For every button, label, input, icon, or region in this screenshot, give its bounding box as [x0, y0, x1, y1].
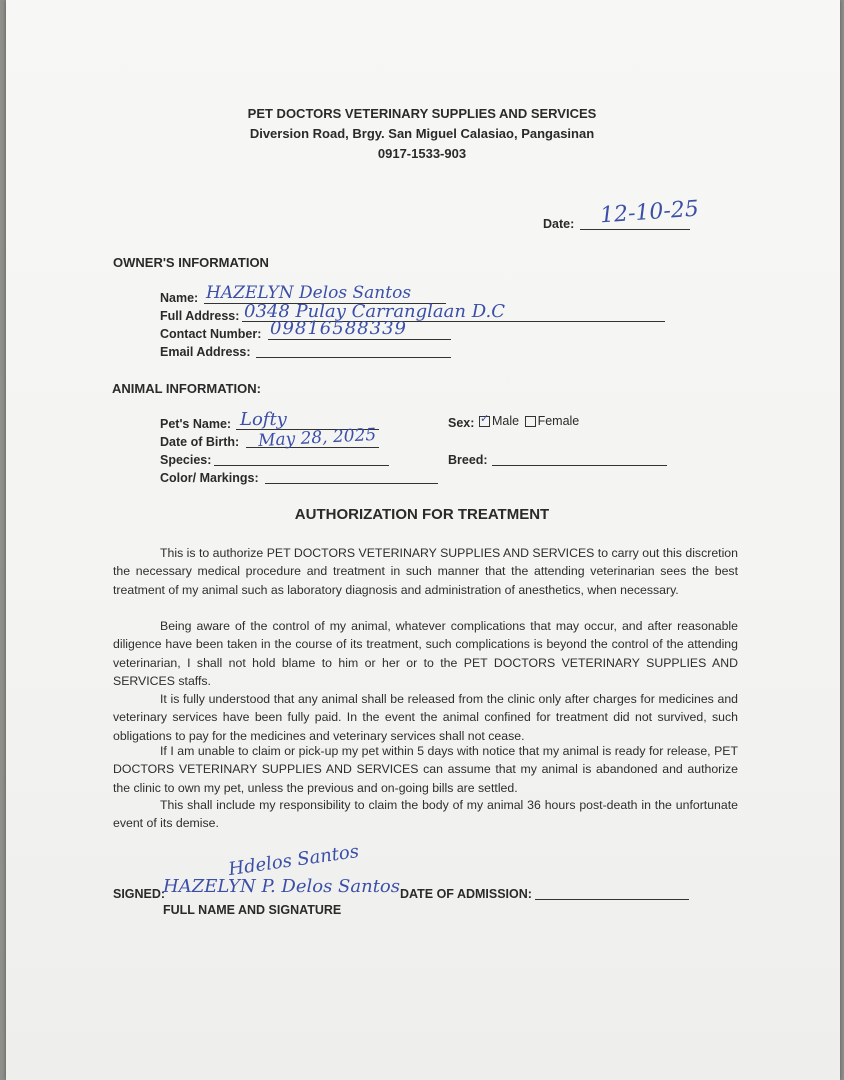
owner-email-label: Email Address: — [160, 345, 251, 359]
species-label: Species: — [160, 453, 212, 467]
business-name: PET DOCTORS VETERINARY SUPPLIES AND SERVICES — [247, 106, 597, 121]
animal-section-title: ANIMAL INFORMATION: — [112, 381, 261, 396]
signature-caption: FULL NAME AND SIGNATURE — [163, 903, 342, 917]
dob-value[interactable]: May 28, 2025 — [257, 424, 377, 452]
auth-paragraph-1: This is to authorize PET DOCTORS VETERINARY SUPPLIES AND SERVICES to carry out this discretion the necessary medical procedure and treatment in such manner that the attending veterinarian sees the best treatment of my animal such as laboratory diagnosis and administration of anesthetics, when necessary. — [113, 546, 738, 597]
sex-female-label: Female — [537, 414, 580, 428]
authorization-title: AUTHORIZATION FOR TREATMENT — [294, 506, 550, 523]
auth-paragraph-4: If I am unable to claim or pick-up my pet within 5 days with notice that my animal is ready for release, PET DOCTORS VETERINARY SUPPLIES AND SERVICES can assume that my animal is abandoned and authorize the clinic to own my pet, unless the previous and on-going bills are settled. — [113, 744, 738, 795]
breed-line — [492, 465, 667, 466]
signature-scrawl: Hdelos Santos — [227, 840, 361, 881]
form-sheet — [6, 0, 840, 1080]
color-label: Color/ Markings: — [160, 471, 259, 485]
owner-contact-label: Contact Number: — [160, 327, 262, 341]
owner-address-label: Full Address: — [160, 309, 240, 323]
owner-address-value[interactable]: 0348 Pulay Carranglaan D.C — [244, 301, 505, 322]
signed-label: SIGNED: — [113, 887, 166, 901]
breed-label: Breed: — [448, 453, 488, 467]
auth-paragraph-2: Being aware of the control of my animal, whatever complications that may occur, and after reasonable diligence have been taken in the course of its treatment, such complications is beyond the control of the attending veterinarian, I shall not hold blame to him or her or to the PET DOCTORS VETERINARY SUPPLIES AND SERVICES staffs. — [113, 619, 738, 688]
sex-male-checkbox[interactable] — [479, 416, 490, 427]
owner-section-title: OWNER'S INFORMATION — [113, 255, 269, 270]
date-line — [580, 229, 690, 230]
pet-name-value[interactable]: Lofty — [240, 409, 287, 430]
color-line — [265, 483, 438, 484]
date-label: Date: — [543, 217, 575, 231]
owner-name-value[interactable]: HAZELYN Delos Santos — [206, 283, 412, 303]
admission-line — [535, 899, 689, 900]
sex-options — [477, 414, 579, 428]
sex-female-checkbox[interactable] — [525, 416, 536, 427]
sex-male-label: Male — [492, 414, 520, 428]
business-phone: 0917-1533-903 — [377, 146, 467, 161]
owner-email-line — [256, 357, 451, 358]
date-value[interactable]: 12-10-25 — [599, 196, 700, 229]
owner-contact-value[interactable]: 09816588339 — [270, 318, 407, 339]
sex-label: Sex: — [448, 416, 475, 430]
dob-label: Date of Birth: — [160, 435, 240, 449]
species-line — [214, 465, 389, 466]
auth-paragraph-5: This shall include my responsibility to claim the body of my animal 36 hours post-death in the unfortunate event of its demise. — [113, 798, 738, 831]
auth-paragraph-3: It is fully understood that any animal shall be released from the clinic only after charges for medicines and veterinary services have been fully paid. In the event the animal confined for treatment did not survived, such obligations to pay for the medicines and veterinary services shall not cease. — [113, 692, 738, 743]
admission-label: DATE OF ADMISSION: — [400, 887, 532, 901]
signed-value[interactable]: HAZELYN P. Delos Santos — [163, 876, 401, 897]
pet-name-label: Pet's Name: — [160, 417, 232, 431]
owner-contact-line — [268, 339, 451, 340]
owner-name-label: Name: — [160, 291, 199, 305]
business-address: Diversion Road, Brgy. San Miguel Calasiao, Pangasinan — [249, 126, 595, 141]
